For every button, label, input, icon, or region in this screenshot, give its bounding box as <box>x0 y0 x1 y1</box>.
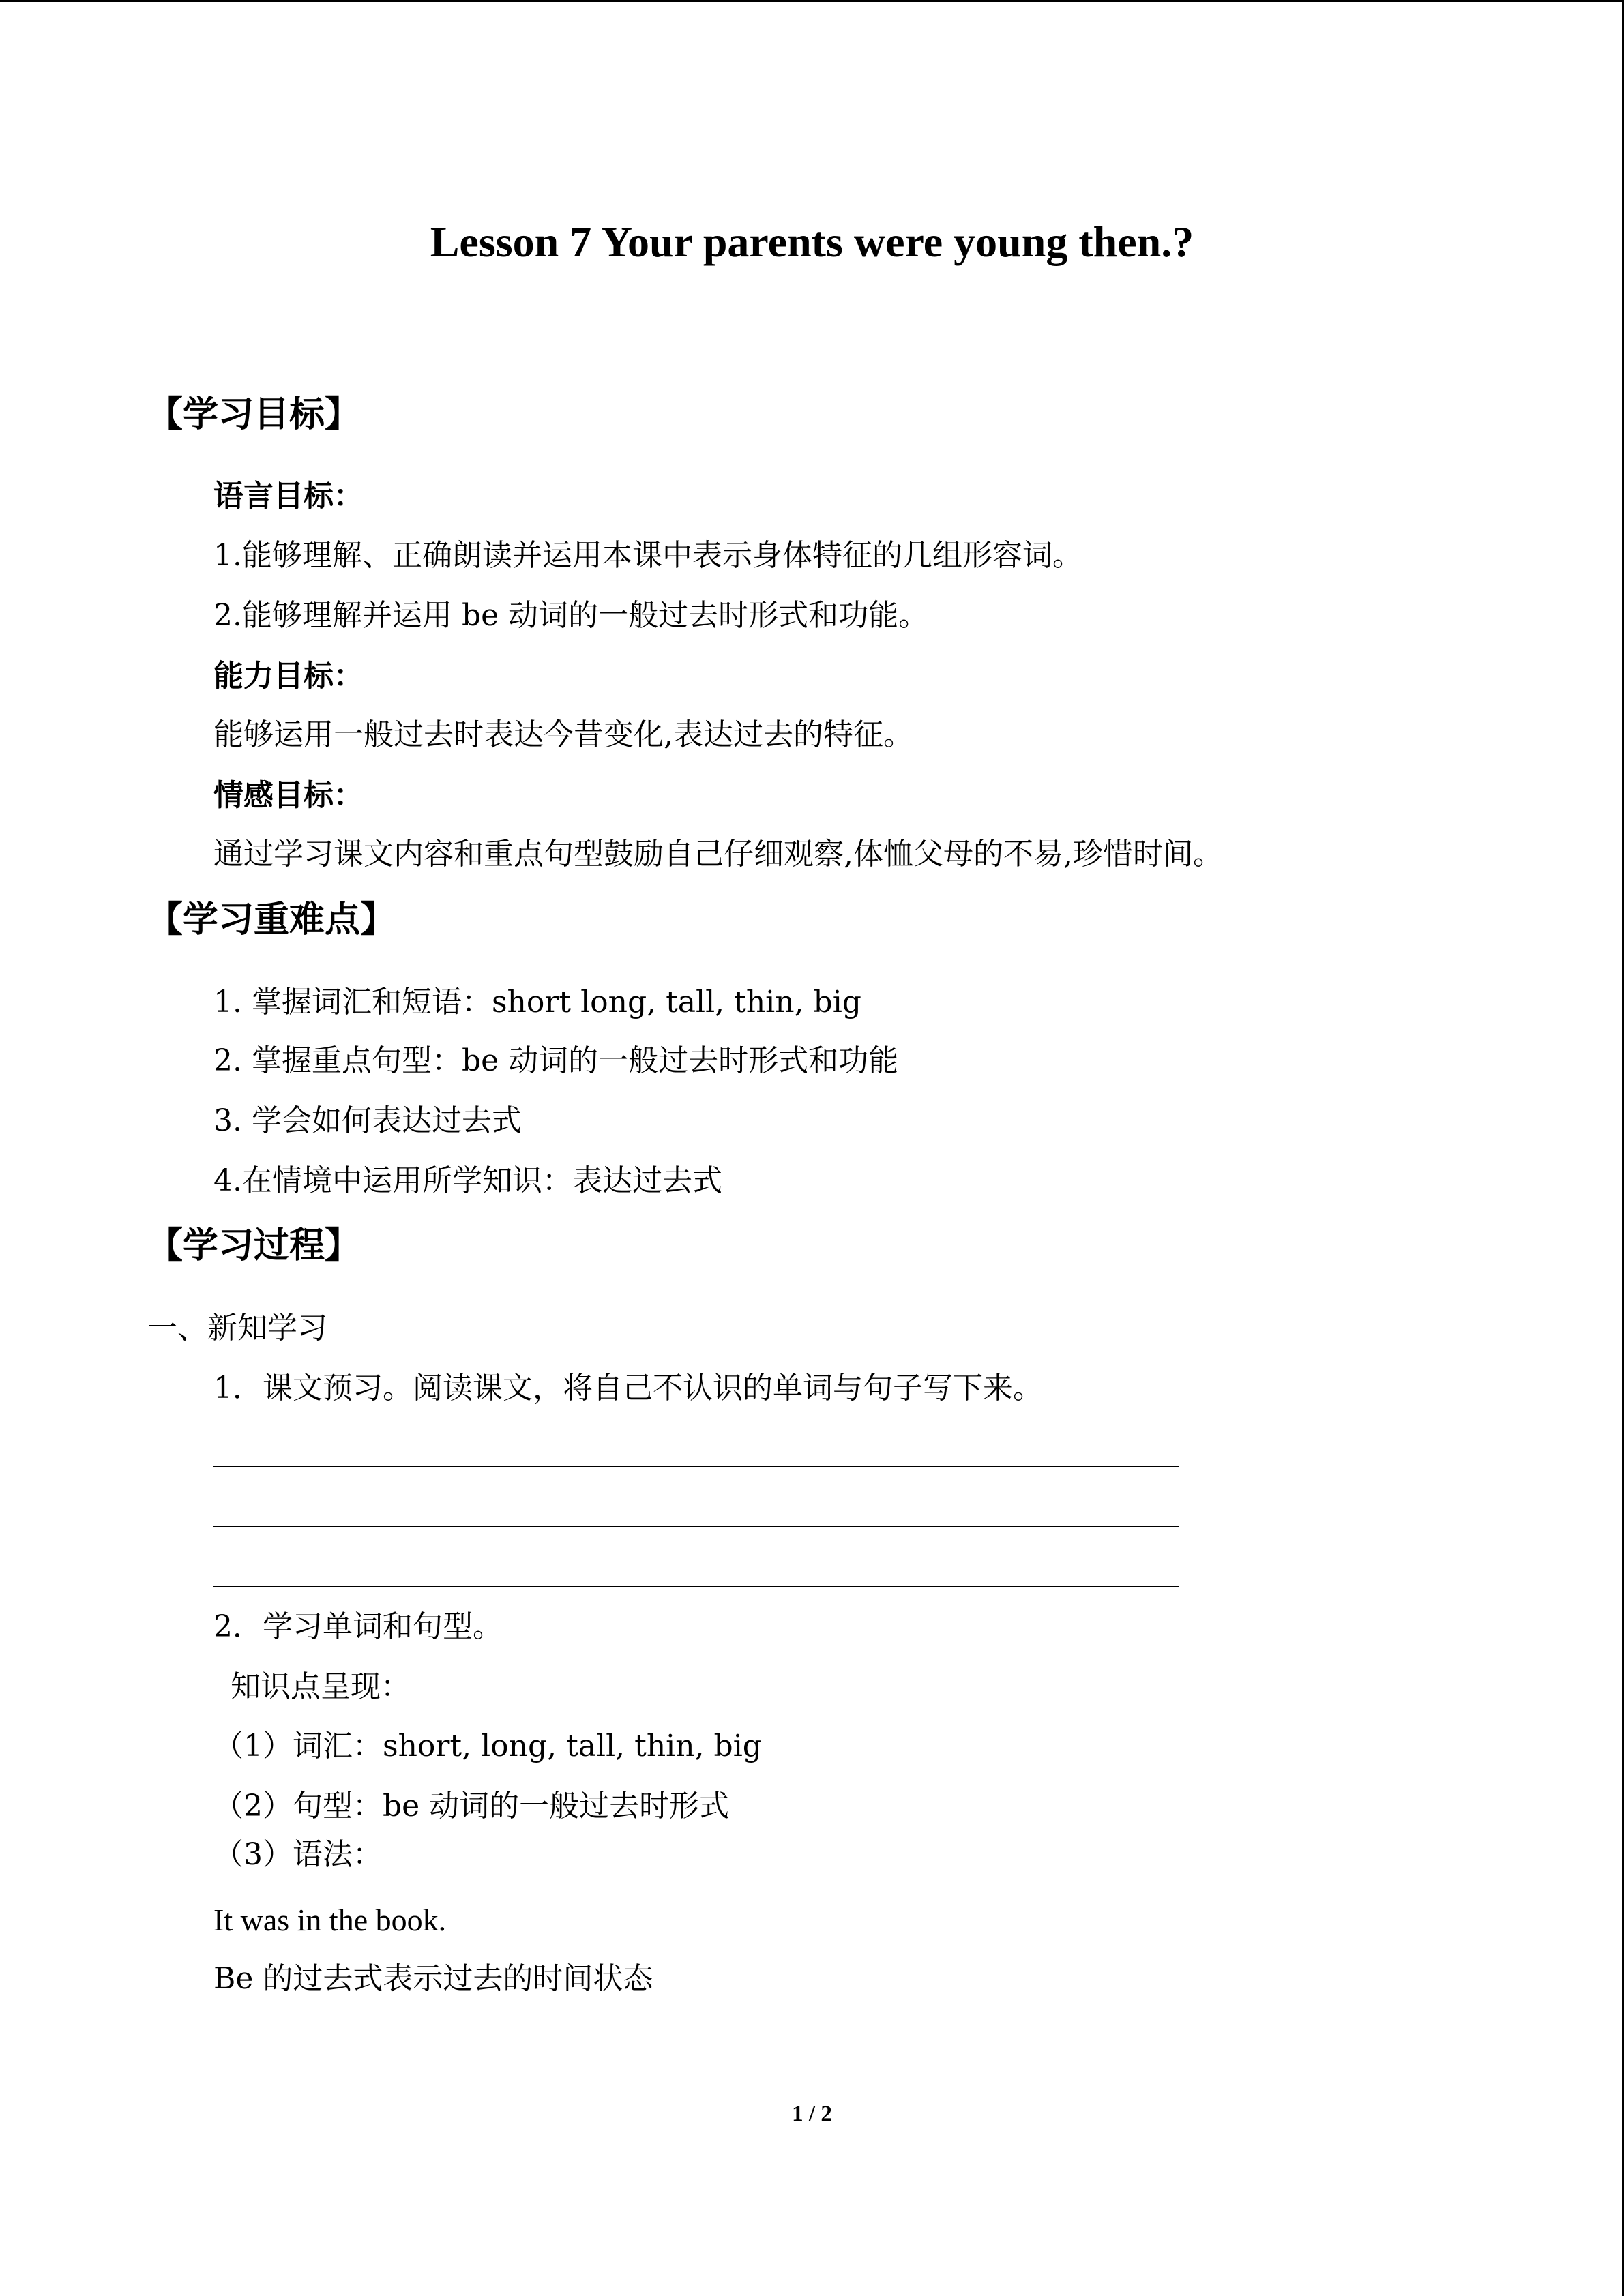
process-step-2: 2．学习单词和句型。 <box>213 1609 503 1644</box>
keypoint-item-2: 2. 掌握重点句型：be 动词的一般过去时形式和功能 <box>213 1043 899 1078</box>
keypoint-item-3: 3. 学会如何表达过去式 <box>213 1103 522 1138</box>
grammar-line: （3）语法： <box>213 1837 383 1872</box>
process-step-1: 1．课文预习。阅读课文，将自己不认识的单词与句子写下来。 <box>213 1371 1043 1405</box>
emotion-goal-1: 通过学习课文内容和重点句型鼓励自己仔细观察,体恤父母的不易,珍惜时间。 <box>213 837 1223 871</box>
language-goal-2: 2.能够理解并运用 be 动词的一般过去时形式和功能。 <box>213 598 929 633</box>
vocabulary-line: （1）词汇：short, long, tall, thin, big <box>213 1729 762 1763</box>
example-sentence <box>213 1900 446 1941</box>
page-number: 1 / 2 <box>792 2102 832 2126</box>
language-goal-1: 1.能够理解、正确朗读并运用本课中表示身体特征的几组形容词。 <box>213 538 1082 573</box>
grammar-explanation: Be 的过去式表示过去的时间状态 <box>213 1961 653 1996</box>
subheading-language-goals: 语言目标： <box>213 479 364 513</box>
answer-line-1 <box>213 1466 1179 1467</box>
section-heading-goals: 【学习目标】 <box>147 394 361 435</box>
document-title: Lesson 7 Your parents were young then.? <box>430 218 1194 266</box>
ability-goal-1: 能够运用一般过去时表达今昔变化,表达过去的特征。 <box>213 717 913 752</box>
section-heading-keypoints: 【学习重难点】 <box>147 899 396 940</box>
answer-line-2 <box>213 1526 1179 1527</box>
keypoint-item-1: 1. 掌握词汇和短语：short long, tall, thin, big <box>213 985 861 1019</box>
example-sentence-text: It was in the book. <box>213 1903 447 1937</box>
keypoint-item-4: 4.在情境中运用所学知识：表达过去式 <box>213 1163 722 1198</box>
section-heading-process: 【学习过程】 <box>147 1225 361 1266</box>
answer-line-3 <box>213 1586 1179 1587</box>
process-part-1: 一、新知学习 <box>147 1311 327 1345</box>
knowledge-presentation: 知识点呈现： <box>231 1669 411 1704</box>
subheading-ability-goals: 能力目标： <box>213 659 364 694</box>
sentence-pattern-line: （2）句型：be 动词的一般过去时形式 <box>213 1789 730 1823</box>
subheading-emotion-goals: 情感目标： <box>213 778 364 813</box>
